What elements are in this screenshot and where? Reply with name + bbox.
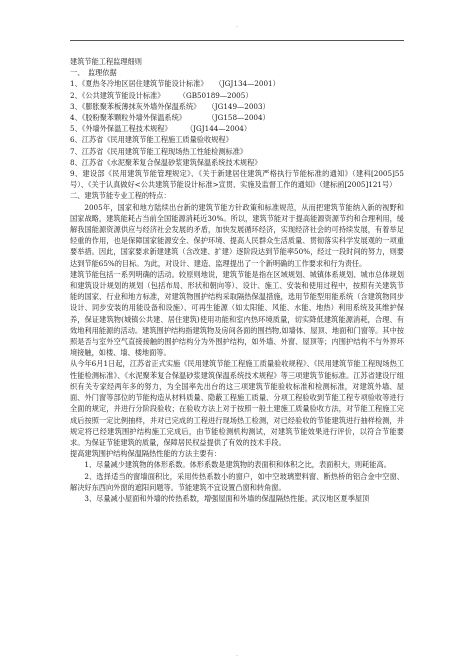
- top-mark: ·: [236, 24, 238, 31]
- reference-item: 2、《公共建筑节能设计标准》 （GB50189—2005）: [70, 90, 253, 100]
- reference-item: 8、江苏省《水泥聚苯复合保温砂浆建筑保温系统技术规程》: [70, 157, 262, 167]
- reference-item: 3、《膨胀聚苯板薄抹灰外墙外保温系统》 （JG149—2003）: [70, 101, 270, 111]
- reference-item: 7、江苏省《民用建筑节能工程现场热工性能检测标准》: [70, 146, 248, 156]
- header-rule: [70, 40, 404, 41]
- paragraph-methods: 提高建筑围护结构保温隔热性能的方法主要有：: [70, 449, 221, 459]
- measure-item: 1、尽量减少建筑物的体形系数。体形系数是建筑物的表面积和体积之比，表面积大，则耗能高。: [84, 460, 391, 470]
- reference-item: 6、江苏省《民用建筑节能工程施工质量验收规程》: [70, 135, 233, 145]
- paragraph-policy: 2005年，国家和地方陆续出台新的建筑节能方针政策和标准规范，从而把建筑节能纳入新的视野和国家战略，建筑能耗占当前全国能源消耗近30%。所以，建筑节能对于提高能源资源节约和合理利用，缓解我国能源资源供应与经济社会发展的矛盾，加快发展循环经济，实现经济社会的可持续发展，有着举足轻重的作用，也是保障国家能源安全、保护环境、提高人民群众生活质量、贯彻落实科学发展观的一项重要举措。因此，国家要求新建建筑（含改建、扩建）逐阶段达到节能率50%，经过一段时间的努力，则要达到节能65%的目标。为此，对设计、建造、监理提出了一个新明确的工作要求和行为责任。: [70, 202, 404, 268]
- document-body: [70, 56, 404, 504]
- section-heading-features: 二、建筑节能专业工程的特点：: [70, 191, 171, 201]
- reference-item: 5、《外墙外保温工程技术规程》 （JGJ144—2004）: [70, 124, 252, 134]
- paragraph-standards: 从今年6月1日起，江苏省正式实施《民用建筑节能工程施工质量验收规程》、《民用建筑节能工程现场热工性能检测标准》、《水泥聚苯复合保温砂浆建筑保温系统技术规程》等三项建筑节能标准。江苏省建设厅组织有关专家经两年多的努力，为全国率先出台的这三项建筑节能验收标准和检测标准，对建筑外墙、屋面、外门窗等部位的节能构造从材料质量、隐蔽工程施工质量、分项工程验收到节能工程专项验收等进行全面的规定，并进行分阶段验收；在验收方法上对于按照一般土建施工质量验收方法，对节能工程施工完成后按照一定比例抽样，并对已完成的工程进行现场热工检测，对已经验收的节能建筑进行抽样检测，并规定将已经建筑围护结构施工完成后，由节能检测机构测试，对建筑节能效果进行评价，以符合节能要求。为保证节能建筑的质量，保障居民权益提供了有效的技术手段。: [70, 359, 404, 447]
- measure-item: 3、尽量减小屋面和外墙的传热系数，增强屋面和外墙的保温隔热性能。武汉地区夏季屋顶: [84, 493, 370, 503]
- bottom-mark: ·: [236, 653, 238, 660]
- reference-item: 4、《胶粉聚苯颗粒外墙外保温系统》 （JG158—2004）: [70, 113, 270, 123]
- section-heading-basis: 一、 监理依据: [70, 68, 117, 78]
- measure-item: 2、选择适当的窗墙面积比，采用传热系数小的窗户，如中空玻璃塑料窗、断热桥的铝合金中空窗、解决好东西向外窗的遮阳问题等。节能建筑不宜设置凸窗和转角窗。: [70, 471, 404, 492]
- paragraph-definition: 建筑节能包括一系列明确的活动。较原则地说，建筑节能是指在区域规划、城镇体系规划、城市总体规划和建筑设计规划的规划（包括布局、形状和朝向等）、设计、施工、安装和使用过程中，按照有关建筑节能的国家、行业和地方标准，对建筑物围护结构采取隔热保温措施，选用节能型用能系统（含建筑物同步设计、同步安装的用能设备和设施）、可再生能源（如太阳能、风能、水能、地热）利用系统及其维护保养，保证建筑物(城镇公共建、居住建筑)使用功能和室内热环境质量，切实降低建筑能源消耗，合理、有效地利用能源的活动。建筑围护结构指建筑物及房间各面的围挡物,如墙体、屋顶、地面和门窗等。其中按照是否与室外空气直接接触的围护结构分为外围护结构，如外墙、外窗、屋顶等；内围护结构不与外界环境接触，如楼、墙、楼地面等。: [70, 269, 404, 358]
- reference-item: 1、《夏热冬冷地区居住建筑节能设计标准》 （JGJ134—2001）: [70, 79, 280, 89]
- reference-item-9: 9、建设部《民用建筑节能管理规定》、《关于新建居住建筑严格执行节能标准的通知》（建科[2005]55号）、《关于认真做好<公共建筑节能设计标准>宣贯、实施及监督工作的通知》（建标函[2005]121号）: [70, 169, 404, 190]
- doc-title: 建筑节能工程监理细则: [70, 57, 142, 66]
